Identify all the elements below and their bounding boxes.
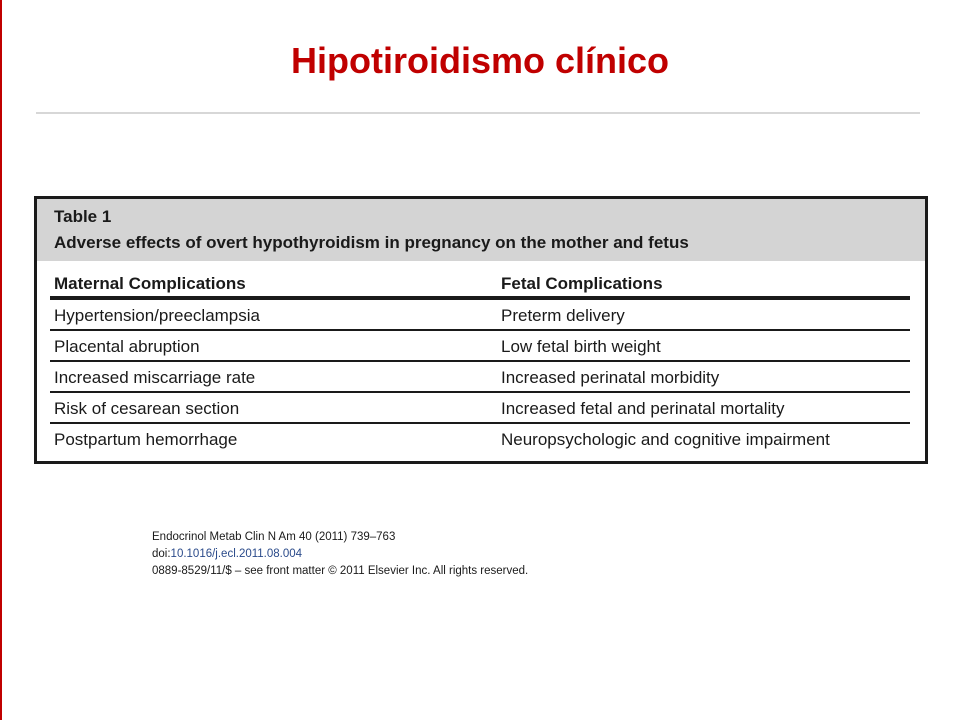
copyright-notice: 0889-8529/11/$ – see front matter © 2011 Elsevier Inc. All rights reserved.	[152, 565, 529, 577]
slide-left-border	[0, 0, 2, 720]
table-caption: Adverse effects of overt hypothyroidism in pregnancy on the mother and fetus	[54, 233, 689, 252]
citation-block	[152, 529, 528, 580]
column-header-maternal: Maternal Complications	[54, 274, 246, 293]
table-body	[37, 300, 925, 455]
maternal-complication-cell: Placental abruption	[54, 337, 200, 356]
doi-line	[152, 546, 528, 563]
table-row	[37, 300, 925, 331]
table-row	[37, 424, 925, 455]
fetal-complication-cell: Increased perinatal morbidity	[501, 368, 720, 387]
title-divider	[36, 112, 920, 114]
doi-prefix: doi:	[152, 548, 171, 560]
table-row	[37, 393, 925, 424]
fetal-complication-cell: Preterm delivery	[501, 306, 625, 325]
maternal-complication-cell: Increased miscarriage rate	[54, 368, 256, 387]
fetal-complication-cell: Increased fetal and perinatal mortality	[501, 399, 785, 418]
fetal-complication-cell: Neuropsychologic and cognitive impairment	[501, 430, 830, 449]
table-row	[37, 362, 925, 393]
maternal-complication-cell: Hypertension/preeclampsia	[54, 306, 260, 325]
slide-title: Hipotiroidismo clínico	[290, 40, 670, 81]
table-label: Table 1	[54, 207, 112, 226]
table-header-band	[37, 199, 925, 261]
fetal-complication-cell: Low fetal birth weight	[501, 337, 661, 356]
maternal-complication-cell: Postpartum hemorrhage	[54, 430, 238, 449]
table-row	[37, 331, 925, 362]
doi-link[interactable]: 10.1016/j.ecl.2011.08.004	[170, 548, 303, 560]
column-header-fetal: Fetal Complications	[501, 274, 663, 293]
journal-citation: Endocrinol Metab Clin N Am 40 (2011) 739–763	[152, 531, 396, 543]
complications-table	[34, 196, 928, 464]
maternal-complication-cell: Risk of cesarean section	[54, 399, 240, 418]
